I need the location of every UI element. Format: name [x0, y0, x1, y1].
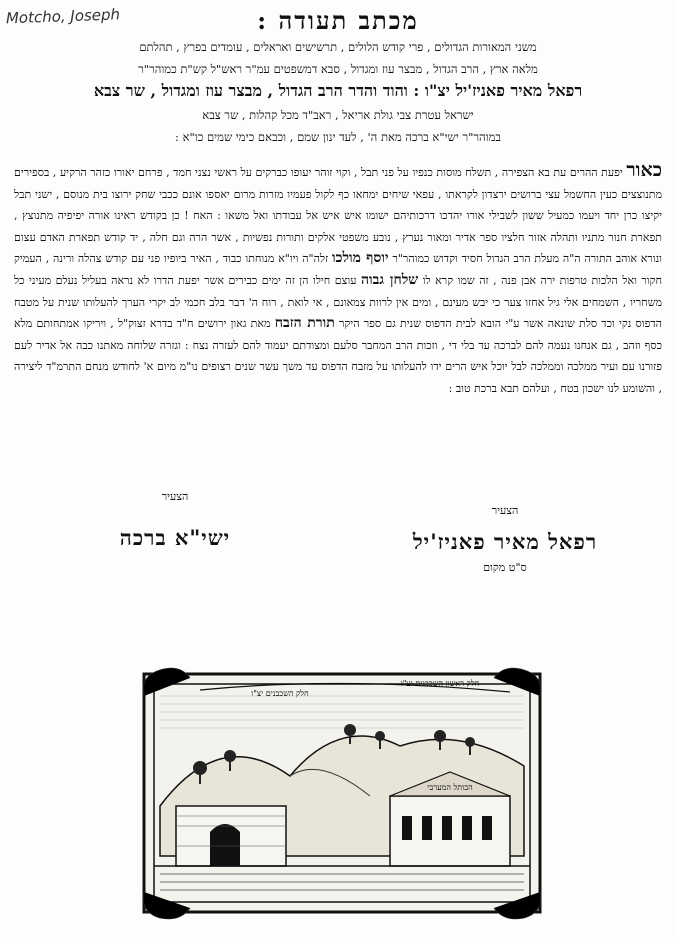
header-line-1: משני המאורות הגדולים , פרי קודש הלולים , תרשישים ואראלים , עומדים בפרץ , תהלתם [139, 40, 537, 54]
letter-body [14, 160, 662, 480]
signature-left-name: ישי"א ברכה [119, 525, 231, 550]
engraving-caption-right: חלק ראשון השכבנים יצ"ו [400, 679, 480, 688]
header-line-3: ישראל עטרת צבי גולת אריאל , ראב"ד מכל קהלות , שר צבא [202, 108, 474, 122]
signature-left [70, 490, 280, 551]
body-text-part-b: זלה"ה ויו"א מנוחתו כבוד , האיר ביופיו פני עם קודש צהלה ורינה , העמיק חקור ואל הלכות טרפות ירה אבן פנה , זה שמו קרא לו [14, 252, 662, 287]
body-text-part-c: עוצם חילו הן זה ימים כבירים אשר יפעת הדרו לא נראה בעליל נעלם מעיני כל משחריו , השמחים אלי גיל אחזו צער כי יבש מעינם , ומים אין לרוות צמאונם , אי לואת , רוח ה' דבר בלב חכמי לב יקרי הערך להעלותו שנית על מטבח הדפוס נקי וכד סלת שונאה אשר ע"י הובא לבית הדפוס שנית גם ספר היקר [14, 273, 662, 331]
body-text-part-a: יפעת ההרים עת בא הצפירה , תשלח מוסות כנפיו על פני תבל , וקוי זוהר יעופו כברקים על ראשי נצני חמד , פרחם יאורו כזהר הרקיע , בספירים מתנוצצים כעין החשמל עצי ברושים ירצדון לקראתו , עפאי שיחים ימחאו כף לקול פעמיו מזרות מרום יאספו אונם ככבי שחק ירוצו בית מנוסם , ישני תבל יקיצו כרן יחד ויעמו כמעיל ששון לשבילי אורו יהדכו דרכותיהם ישומו איש איש אל עבודתו ואל משאו : האח ! כן בקודש ראינו אורה יפיפיה מתנוצץ , תפארת חנור מתניו ותהלה אזור חלציו ספר אדיר ומאור נערץ , נובע משפטי אלקים ותורות נפשיות , אשר הרה וגם חלה , יד קודש תפארת האדם עצום ונורא אוהב התורה ה"ה מעלת הרב הגדול חסיד וקדוש כמוהר"ר [14, 166, 662, 266]
header-line-4: במוהר"ר ישי"א ברכה מאת ה' , לעד ינון שמם , וכבאם כימי שמים כו"א : [175, 130, 501, 144]
author-name: יוסף מולכו [332, 250, 389, 267]
header-line-2: מלאה ארץ , הרב הגדול , מבצר עוז ומגדול , סבא דמשפטים עמ"ר ראש"ל קש"ת כמוהר"ר [138, 62, 538, 76]
engraving-illustration [140, 656, 544, 924]
signature-right-name: רפאל מאיר פאניז'יל [412, 529, 598, 554]
signature-right-label: הצעיר [491, 504, 519, 517]
header-big-line: רפאל מאיר פאניז'יל יצ"ו : והוד והדר הרב הגדול , מבצר עוז ומגדול , שר צבא [93, 81, 583, 100]
document-title: מכתב תעודה : [257, 6, 419, 35]
second-book-title: תורת הזבח [274, 315, 335, 332]
body-text-part-d: מאת גאון ירושים ח"ד בדרא זצוק"ל , ויריקו אמתחותם מלא כסף וזהב , גם אנחנו נעמה להם לברכה עד בלי די , וזכות הרב המחבר סלעם ומצודתם יעמוד להם לעזרה נצח : וגזרה שלוחה מאתנו כבה אל אדיר לעם פזורנו עם ועיר ממלכה וממלכה לבל יוכל איש הרים ידו להעלותו על מזבח הדפוס עד משך עשר שנים רצופים נו"מ מיום א' לחודש מנחם התרמ"ד ליצירה , והשומע לנו ישכון בטח , ועלהם תבא ברכת טוב : [14, 317, 662, 395]
engraving-caption-left: חלק השכבנים יצ"ו [251, 689, 309, 698]
opening-word: כאור [626, 160, 662, 181]
handwritten-note: Motcho, Joseph [5, 5, 121, 28]
signature-left-label: הצעיר [161, 490, 189, 503]
book-title: שלחן גבוה [361, 271, 419, 288]
signature-right-sub: ס"ט מקום [483, 561, 527, 574]
engraving-gate-label: הכותל המערבי [427, 783, 473, 792]
signature-right [360, 504, 650, 574]
